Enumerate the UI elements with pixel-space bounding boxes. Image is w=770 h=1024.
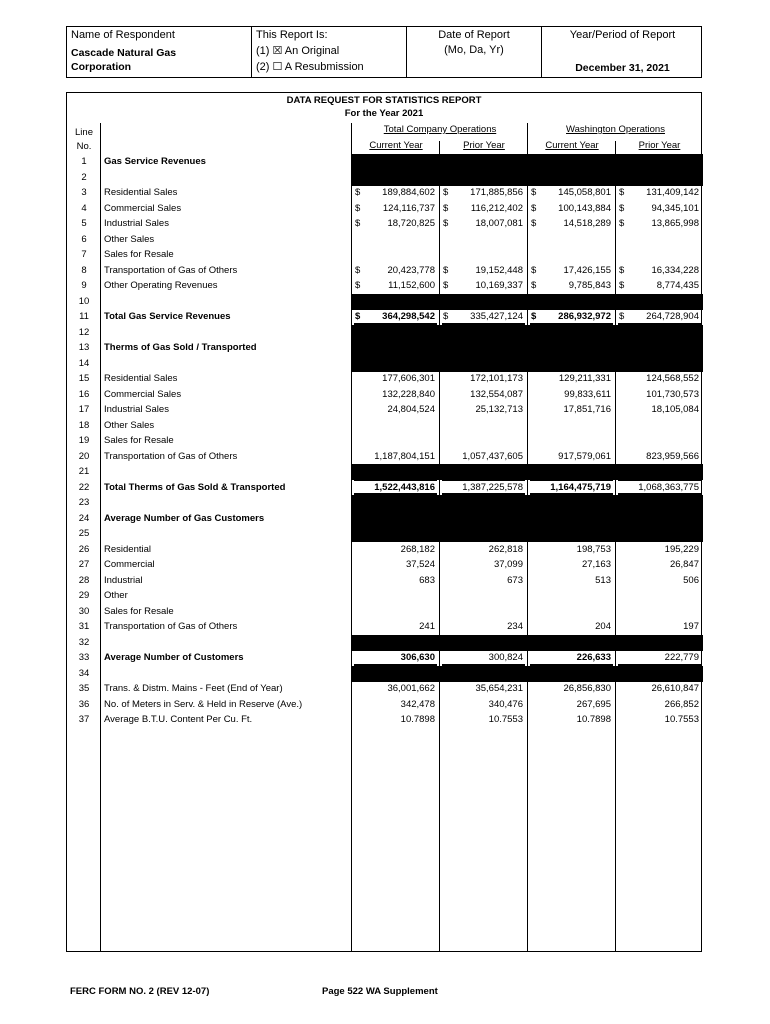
cell-value: 306,630: [400, 652, 435, 663]
row-description: Residential: [104, 543, 151, 555]
line-number: 14: [78, 357, 90, 369]
dollar-sign: $: [619, 264, 625, 276]
cell-value: 10.7553: [664, 714, 699, 725]
cell-value: 10.7898: [576, 714, 611, 725]
shaded-cell: [352, 325, 703, 341]
cell-value: 364,298,542: [382, 311, 435, 322]
line-number: 15: [78, 373, 90, 384]
cell-value: 266,852: [664, 698, 699, 710]
line-number: 31: [78, 621, 90, 632]
cell-value: 683: [419, 574, 435, 586]
cell-value: 94,345,101: [651, 202, 699, 214]
line-number: 35: [78, 683, 90, 694]
dollar-sign: $: [355, 280, 361, 291]
cell-value: 26,847: [669, 559, 699, 570]
cell-value: 16,334,228: [651, 264, 699, 276]
col-wa-current: Current Year: [545, 140, 599, 151]
group-total-company: Total Company Operations: [383, 124, 497, 135]
cell-value: 129,211,331: [558, 373, 611, 384]
line-number: 34: [78, 667, 90, 679]
cell-value: 1,057,437,605: [462, 450, 523, 462]
cell-value: 17,851,716: [563, 404, 611, 415]
line-number: 27: [78, 559, 90, 570]
shaded-cell: [352, 294, 703, 310]
cell-value: 145,058,801: [558, 187, 611, 198]
dollar-sign: $: [531, 202, 537, 214]
row-description: Other Sales: [104, 419, 155, 431]
row-description: Other Sales: [104, 233, 155, 245]
line-number: 21: [78, 466, 90, 477]
cell-value: 14,518,289: [563, 218, 611, 229]
row-description: Trans. & Distm. Mains - Feet (End of Year): [104, 683, 283, 694]
cell-value: 99,833,611: [564, 388, 611, 400]
table-row: [67, 232, 703, 247]
line-number: 28: [78, 574, 90, 586]
line-no-label: No.: [76, 141, 92, 152]
cell-value: 116,212,402: [470, 202, 523, 214]
table-row: [67, 371, 703, 386]
line-number: 2: [81, 171, 87, 183]
table-row: [67, 697, 703, 712]
table-row: [67, 170, 703, 185]
line-number: 32: [78, 636, 90, 648]
cell-value: 198,753: [576, 543, 611, 555]
cell-value: 264,728,904: [646, 311, 699, 322]
cell-value: 124,568,552: [646, 373, 699, 384]
row-description: Therms of Gas Sold / Transported: [104, 342, 257, 353]
table-row: [67, 154, 703, 169]
date-label: Date of Report: [438, 29, 510, 41]
cell-value: 37,099: [493, 559, 523, 570]
dollar-sign: $: [443, 218, 449, 229]
cell-value: 19,152,448: [475, 264, 523, 276]
cell-value: 18,105,084: [651, 404, 699, 415]
line-number: 33: [78, 652, 90, 663]
line-label: Line: [75, 127, 93, 138]
line-number: 8: [81, 264, 87, 276]
table-row: [67, 185, 703, 200]
table-row: [67, 588, 703, 603]
cell-value: 100,143,884: [558, 202, 611, 214]
line-number: 13: [78, 342, 90, 353]
dollar-sign: $: [619, 311, 625, 322]
cell-value: 262,818: [488, 543, 523, 555]
cell-value: 197: [683, 621, 699, 632]
cell-value: 132,554,087: [470, 388, 523, 400]
cell-value: 8,774,435: [656, 280, 699, 291]
dollar-sign: $: [355, 311, 361, 322]
cell-value: 267,695: [576, 698, 611, 710]
cell-value: 11,152,600: [388, 280, 435, 291]
line-number: 6: [81, 233, 87, 245]
date-format: (Mo, Da, Yr): [444, 44, 504, 56]
cell-value: 131,409,142: [646, 187, 699, 198]
col-total-current: Current Year: [369, 140, 423, 151]
dollar-sign: $: [619, 280, 625, 291]
cell-value: 20,423,778: [387, 264, 435, 276]
line-number: 11: [79, 311, 89, 322]
dollar-sign: $: [355, 218, 361, 229]
date-cell: [407, 27, 542, 77]
report-type-cell: [252, 27, 407, 77]
col-wa-prior: Prior Year: [638, 140, 681, 151]
row-description: Transportation of Gas of Others: [104, 621, 238, 632]
table-row: [67, 340, 703, 355]
cell-value: 1,164,475,719: [550, 481, 611, 493]
table-row: [67, 449, 703, 464]
shaded-cell: [352, 635, 703, 651]
line-number: 24: [78, 512, 90, 524]
respondent-cell: [67, 27, 252, 77]
line-number: 37: [78, 714, 90, 725]
shaded-cell: [352, 340, 703, 356]
cell-value: 506: [683, 574, 699, 586]
cell-value: 335,427,124: [470, 311, 523, 322]
line-number: 19: [78, 435, 90, 446]
cell-value: 36,001,662: [387, 683, 435, 694]
line-number: 7: [81, 249, 87, 260]
row-description: Transportation of Gas of Others: [104, 264, 238, 276]
cell-value: 27,163: [581, 559, 611, 570]
table-row: [67, 309, 703, 324]
cell-value: 124,116,737: [382, 202, 435, 214]
cell-value: 917,579,061: [558, 450, 611, 462]
dollar-sign: $: [443, 311, 449, 322]
table-row: [67, 418, 703, 433]
dollar-sign: $: [531, 280, 537, 291]
dollar-sign: $: [443, 280, 449, 291]
cell-value: 342,478: [400, 698, 435, 710]
shaded-cell: [352, 511, 703, 527]
table-row: [67, 325, 703, 340]
table-row: [67, 464, 703, 479]
cell-value: 9,785,843: [568, 280, 611, 291]
cell-value: 35,654,231: [475, 683, 523, 694]
cell-value: 25,132,713: [475, 404, 523, 415]
row-description: No. of Meters in Serv. & Held in Reserve (Ave.): [104, 698, 303, 710]
cell-value: 26,610,847: [651, 683, 699, 694]
line-number: 12: [78, 326, 90, 338]
dollar-sign: $: [531, 264, 537, 276]
dollar-sign: $: [619, 202, 625, 214]
line-number: 26: [78, 543, 90, 555]
line-number: 4: [81, 202, 87, 214]
cell-value: 340,476: [488, 698, 523, 710]
table-row: [67, 681, 703, 696]
table-row: [67, 573, 703, 588]
row-description: Sales for Resale: [104, 605, 174, 617]
table-row: [67, 557, 703, 572]
period-label: Year/Period of Report: [569, 29, 676, 41]
respondent-name-line2: Corporation: [71, 61, 132, 73]
row-description: Residential Sales: [104, 373, 178, 384]
line-number: 1: [81, 156, 87, 167]
report-subtitle: For the Year 2021: [344, 108, 424, 119]
line-number: 25: [78, 528, 90, 539]
line-number: 5: [81, 218, 87, 229]
row-description: Commercial: [104, 559, 155, 570]
line-number: 17: [78, 404, 90, 415]
cell-value: 513: [595, 574, 611, 586]
cell-value: 189,884,602: [382, 187, 435, 198]
table-row: [67, 294, 703, 309]
cell-value: 241: [419, 621, 435, 632]
shaded-cell: [352, 356, 703, 372]
table-row: [67, 247, 703, 262]
shaded-cell: [352, 495, 703, 511]
cell-value: 10.7553: [488, 714, 523, 725]
cell-value: 222,779: [664, 652, 699, 663]
row-description: Total Gas Service Revenues: [104, 311, 231, 322]
row-description: Transportation of Gas of Others: [104, 450, 238, 462]
dollar-sign: $: [531, 187, 537, 198]
table-row: [67, 542, 703, 557]
form-number: FERC FORM NO. 2 (REV 12-07): [70, 986, 210, 997]
table-row: [67, 387, 703, 402]
table-row: [67, 356, 703, 371]
cell-value: 101,730,573: [646, 388, 699, 400]
cell-value: 17,426,155: [563, 264, 611, 276]
resubmission-checkbox-label: (2) ☐ A Resubmission: [256, 61, 364, 73]
cell-value: 234: [507, 621, 523, 632]
table-row: [67, 511, 703, 526]
table-row: [67, 216, 703, 231]
table-row: [67, 402, 703, 417]
row-description: Average B.T.U. Content Per Cu. Ft.: [104, 714, 253, 725]
cell-value: 177,606,301: [382, 373, 435, 384]
row-description: Other: [104, 590, 128, 601]
cell-value: 10,169,337: [475, 280, 523, 291]
respondent-label: Name of Respondent: [71, 29, 175, 41]
dollar-sign: $: [355, 187, 361, 198]
report-header: [66, 26, 702, 78]
group-washington: Washington Operations: [566, 124, 665, 135]
dollar-sign: $: [443, 202, 449, 214]
row-description: Other Operating Revenues: [104, 280, 218, 291]
row-description: Average Number of Customers: [104, 652, 244, 663]
period-cell: [542, 27, 703, 77]
dollar-sign: $: [355, 202, 361, 214]
respondent-name-line1: Cascade Natural Gas: [71, 47, 177, 59]
cell-value: 37,524: [405, 559, 435, 570]
cell-value: 268,182: [400, 543, 435, 555]
cell-value: 132,228,840: [382, 388, 435, 400]
table-row: [67, 619, 703, 634]
table-row: [67, 433, 703, 448]
cell-value: 673: [507, 574, 523, 586]
row-description: Industrial Sales: [104, 218, 169, 229]
line-number: 18: [78, 419, 90, 431]
col-total-prior: Prior Year: [463, 140, 505, 151]
row-description: Industrial: [104, 574, 143, 586]
row-description: Commercial Sales: [104, 202, 182, 214]
shaded-cell: [352, 526, 703, 542]
dollar-sign: $: [443, 187, 449, 198]
cell-value: 195,229: [664, 543, 699, 555]
row-description: Average Number of Gas Customers: [104, 512, 265, 524]
period-value: December 31, 2021: [575, 62, 670, 74]
line-number: 10: [78, 295, 90, 307]
shaded-cell: [352, 170, 703, 186]
table-row: [67, 666, 703, 681]
line-number: 23: [78, 497, 90, 508]
line-number: 30: [78, 605, 90, 617]
table-row: [67, 712, 703, 727]
original-checkbox-label: (1) ☒ An Original: [256, 45, 340, 57]
shaded-cell: [352, 666, 703, 682]
dollar-sign: $: [619, 187, 625, 198]
line-number: 3: [81, 187, 87, 198]
report-is-label: This Report Is:: [256, 29, 328, 41]
cell-value: 226,633: [576, 652, 611, 663]
row-description: Sales for Resale: [104, 249, 174, 260]
table-row: [67, 278, 703, 293]
line-number: 22: [78, 481, 90, 493]
line-number: 16: [78, 388, 90, 400]
row-description: Gas Service Revenues: [104, 156, 206, 167]
line-number: 29: [78, 590, 90, 601]
dollar-sign: $: [531, 311, 537, 322]
cell-value: 1,387,225,578: [462, 481, 523, 493]
cell-value: 171,885,856: [470, 187, 523, 198]
cell-value: 204: [595, 621, 611, 632]
shaded-cell: [352, 154, 703, 170]
line-number: 20: [78, 450, 90, 462]
cell-value: 300,824: [488, 652, 523, 663]
cell-value: 1,187,804,151: [374, 450, 435, 462]
table-row: [67, 650, 703, 665]
table-row: [67, 526, 703, 541]
line-number: 36: [78, 698, 90, 710]
report-title: DATA REQUEST FOR STATISTICS REPORT: [286, 95, 482, 106]
row-description: Commercial Sales: [104, 388, 182, 400]
dollar-sign: $: [355, 264, 361, 276]
row-description: Residential Sales: [104, 187, 178, 198]
dollar-sign: $: [443, 264, 449, 276]
cell-value: 172,101,173: [470, 373, 523, 384]
row-description: Total Therms of Gas Sold & Transported: [104, 481, 286, 493]
cell-value: 10.7898: [400, 714, 435, 725]
table-row: [67, 604, 703, 619]
table-row: [67, 480, 703, 495]
cell-value: 24,804,524: [387, 404, 435, 415]
dollar-sign: $: [531, 218, 537, 229]
page-label: Page 522 WA Supplement: [322, 986, 438, 997]
cell-value: 13,865,998: [651, 218, 699, 229]
table-row: [67, 495, 703, 510]
table-row: [67, 263, 703, 278]
shaded-cell: [352, 464, 703, 480]
row-description: Sales for Resale: [104, 435, 174, 446]
cell-value: 286,932,972: [558, 311, 611, 322]
cell-value: 26,856,830: [563, 683, 611, 694]
dollar-sign: $: [619, 218, 625, 229]
statistics-table: [66, 92, 702, 952]
table-row: [67, 635, 703, 650]
line-number: 9: [81, 280, 87, 291]
cell-value: 18,720,825: [387, 218, 435, 229]
row-description: Industrial Sales: [104, 404, 169, 415]
cell-value: 18,007,081: [475, 218, 523, 229]
cell-value: 823,959,566: [646, 450, 699, 462]
table-row: [67, 201, 703, 216]
cell-value: 1,522,443,816: [374, 481, 435, 493]
cell-value: 1,068,363,775: [638, 481, 699, 493]
